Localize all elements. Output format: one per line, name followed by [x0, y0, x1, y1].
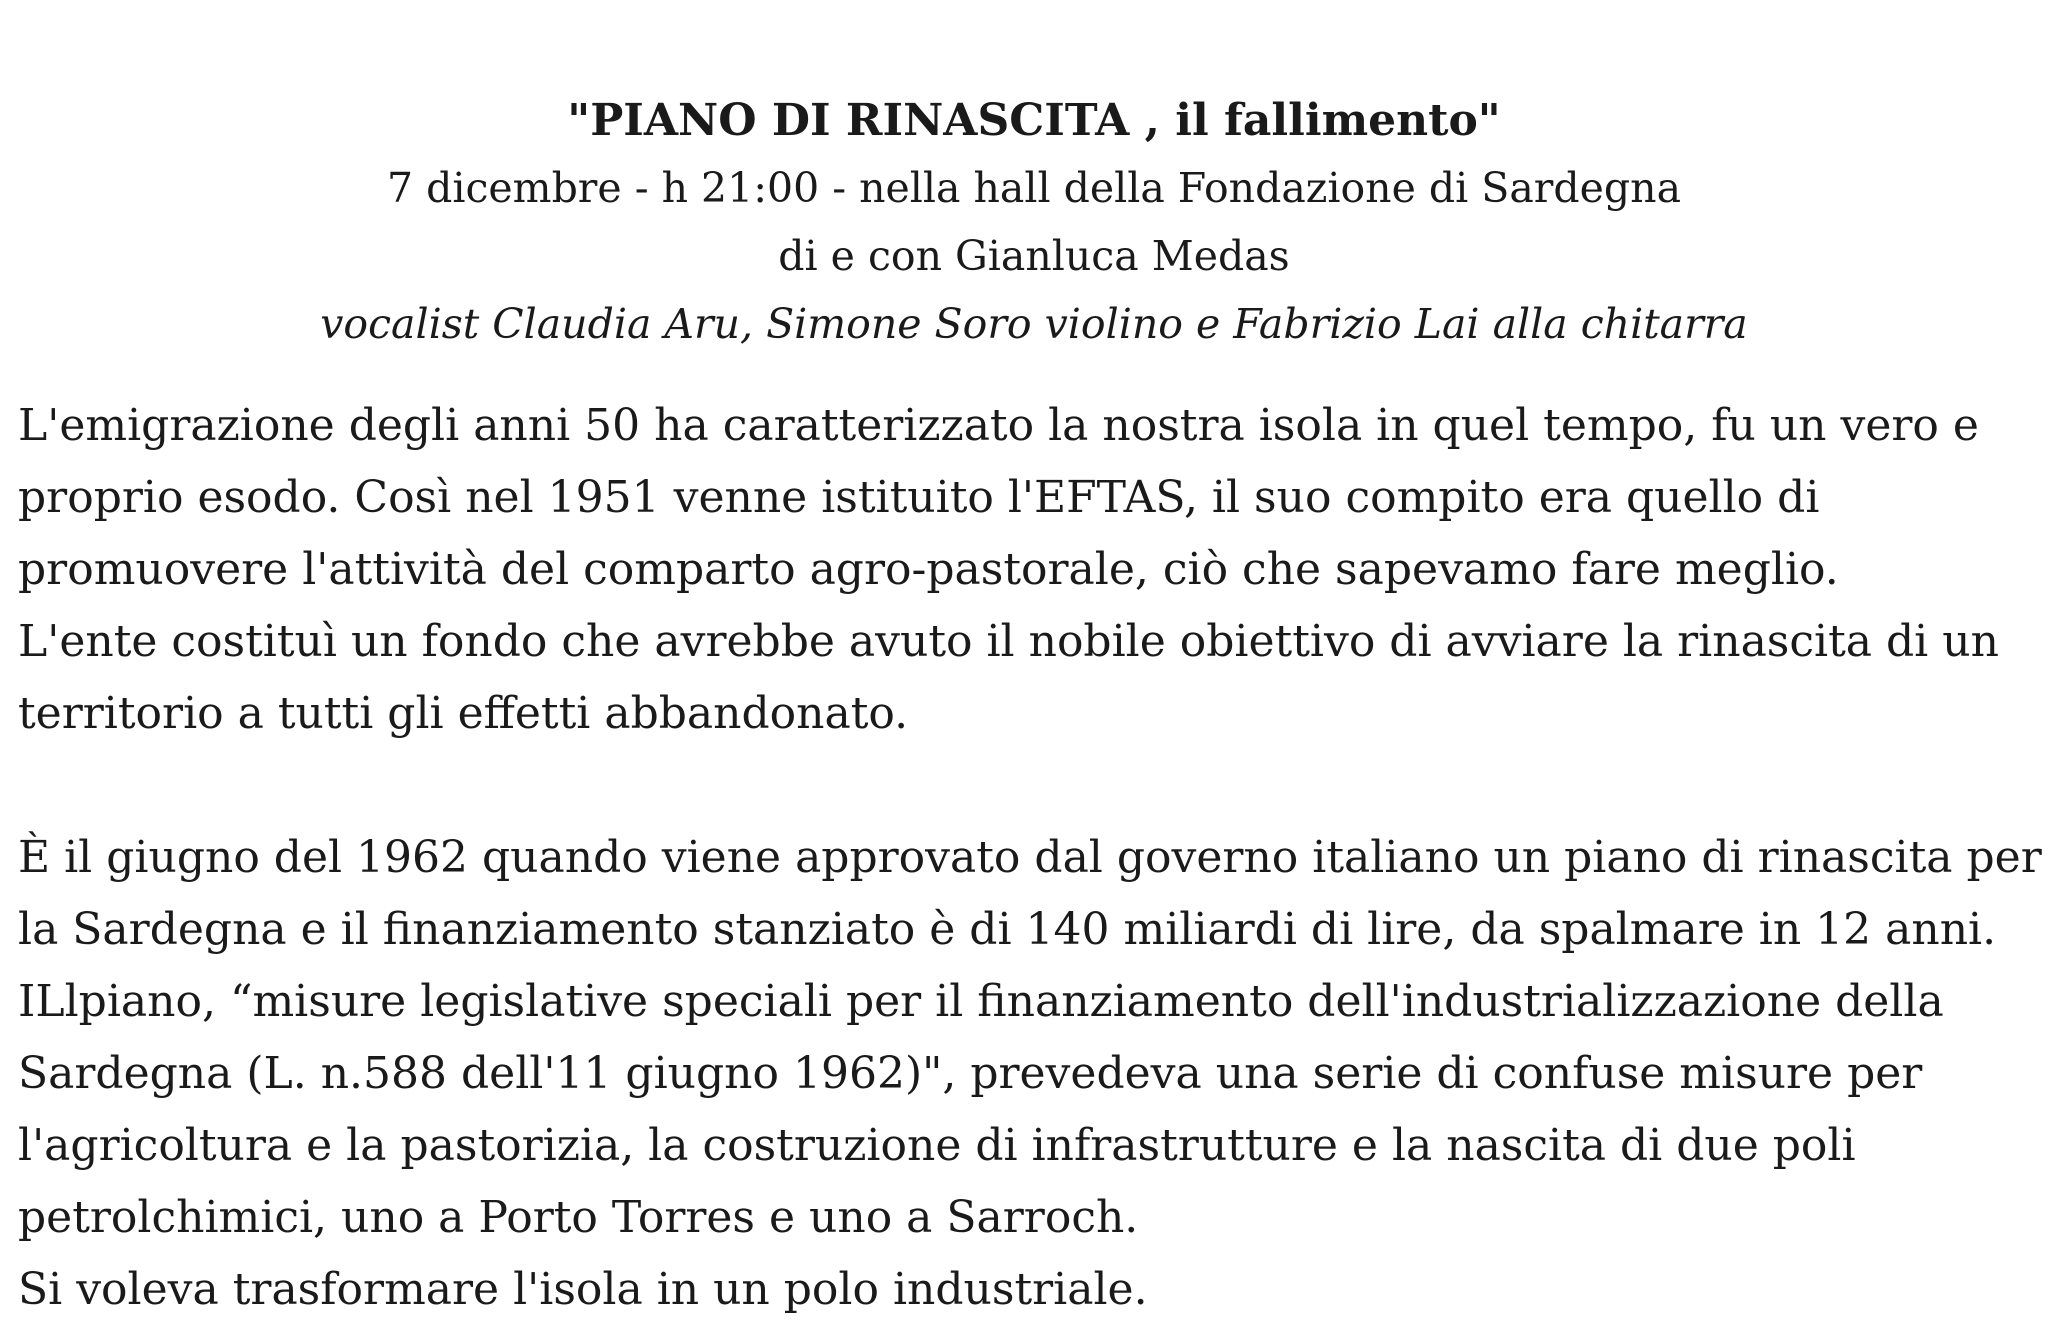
text-line: promuovere l'attività del comparto agro-pastorale, ciò che sapevamo fare meglio. — [18, 544, 1839, 595]
document-body — [18, 390, 2048, 1326]
event-date-venue: 7 dicembre - h 21:00 - nella hall della Fondazione di Sardegna — [386, 164, 1682, 212]
event-performers: vocalist Claudia Aru, Simone Soro violino e Fabrizio Lai alla chitarra — [320, 300, 1748, 348]
text-line: L'emigrazione degli anni 50 ha caratterizzato la nostra isola in quel tempo, fu un vero e — [18, 400, 1979, 451]
text-line: Si voleva trasformare l'isola in un polo industriale. — [18, 1264, 1148, 1315]
event-author: di e con Gianluca Medas — [778, 232, 1290, 280]
paragraph-spacer — [18, 750, 2048, 822]
paragraph-emigration — [18, 390, 2048, 750]
text-line: territorio a tutti gli effetti abbandonato. — [18, 688, 909, 739]
text-line: petrolchimici, uno a Porto Torres e uno a Sarroch. — [18, 1192, 1139, 1243]
event-header — [0, 88, 2068, 358]
text-line: l'agricoltura e la pastorizia, la costruzione di infrastrutture e la nascita di due poli — [18, 1120, 1856, 1171]
text-line: proprio esodo. Così nel 1951 venne istituito l'EFTAS, il suo compito era quello di — [18, 472, 1820, 523]
text-line: ILlpiano, “misure legislative speciali per il finanziamento dell'industrializzazione della — [18, 976, 1944, 1027]
text-line: È il giugno del 1962 quando viene approvato dal governo italiano un piano di rinascita per — [18, 832, 2042, 883]
text-line: la Sardegna e il finanziamento stanziato è di 140 miliardi di lire, da spalmare in 12 anni. — [18, 904, 1997, 955]
event-title: "PIANO DI RINASCITA , il fallimento" — [567, 95, 1501, 146]
text-line: Sardegna (L. n.588 dell'11 giugno 1962)", prevedeva una serie di confuse misure per — [18, 1048, 1923, 1099]
paragraph-piano-rinascita — [18, 822, 2048, 1326]
text-line: L'ente costituì un fondo che avrebbe avuto il nobile obiettivo di avviare la rinascita di un — [18, 616, 1999, 667]
